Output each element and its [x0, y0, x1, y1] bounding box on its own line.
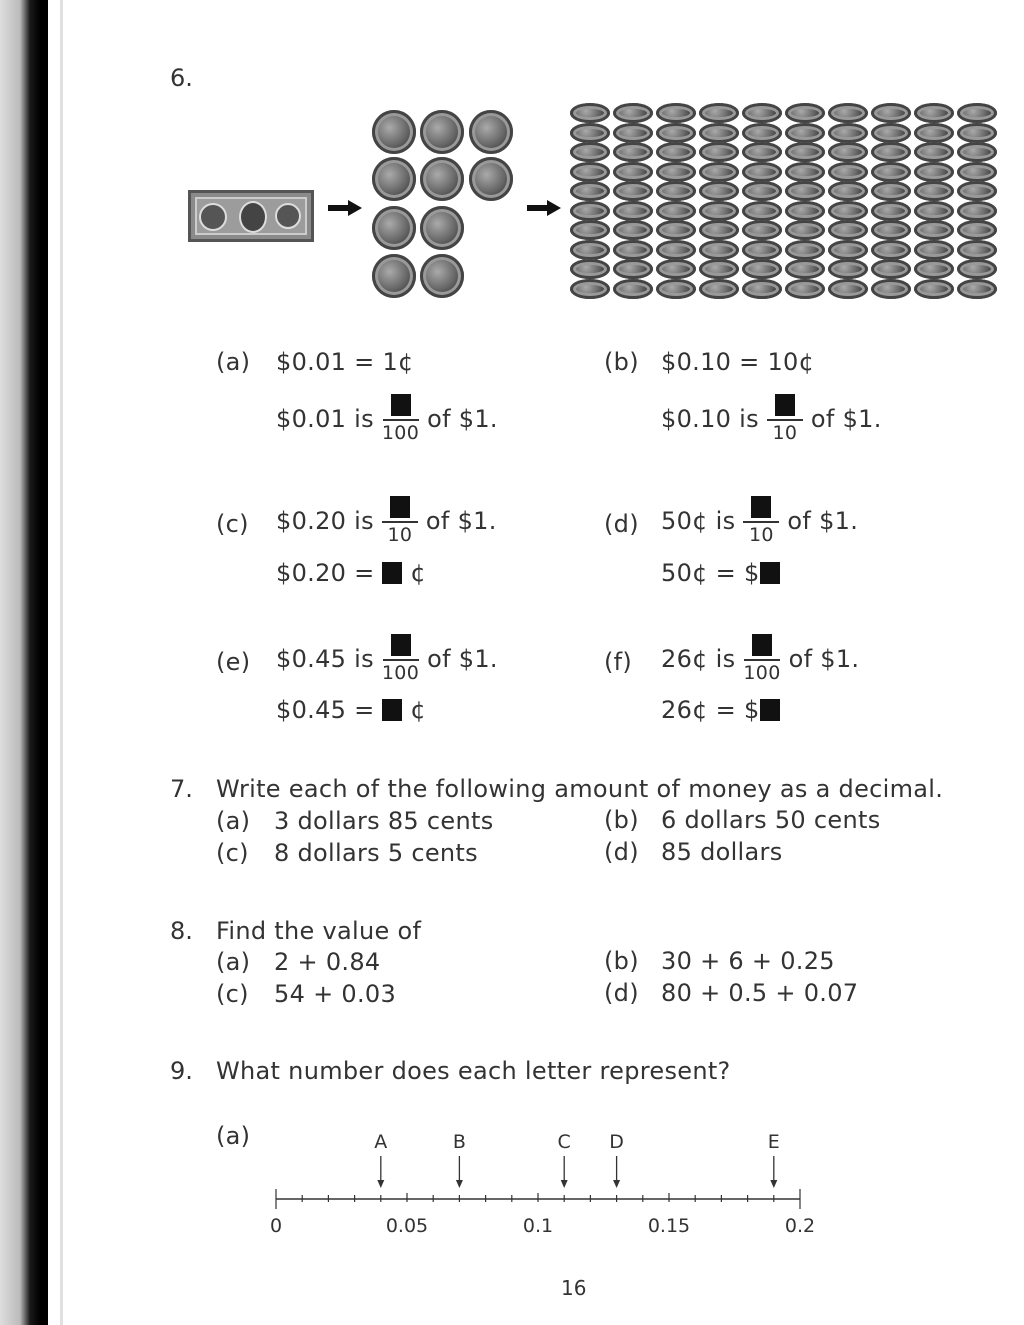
q6e-prefix: $0.45 is: [276, 644, 374, 673]
penny-coin-image: [828, 142, 868, 162]
q6a-label: (a): [216, 348, 251, 376]
penny-coin-image: [742, 201, 782, 221]
q6f-line2: [661, 696, 780, 724]
q6a-fraction-line: [276, 394, 498, 443]
penny-coin-image: [699, 103, 739, 123]
question-9-prompt: What number does each letter represent?: [216, 1057, 731, 1085]
q6b-suffix: of $1.: [810, 404, 882, 433]
penny-coin-image: [871, 279, 911, 299]
q6d-suffix: of $1.: [787, 506, 859, 535]
q6c-denominator: 10: [387, 524, 413, 546]
q6c-line2: [276, 559, 426, 587]
penny-coin-image: [742, 181, 782, 201]
penny-coin-image: [742, 162, 782, 182]
q6d-fraction: [743, 496, 779, 545]
penny-coin-image: [957, 220, 997, 240]
q6b-label: (b): [604, 348, 639, 376]
penny-coin-image: [656, 103, 696, 123]
q8c-text: 54 + 0.03: [274, 980, 397, 1008]
page-number: 16: [561, 1276, 587, 1300]
q6d-label: (d): [604, 510, 639, 538]
penny-coin-image: [871, 220, 911, 240]
q6b-prefix: $0.10 is: [661, 404, 759, 433]
marker-letter-a: A: [374, 1131, 388, 1153]
penny-coin-image: [699, 259, 739, 279]
penny-coin-image: [871, 259, 911, 279]
marker-letter-b: B: [452, 1131, 466, 1153]
penny-coin-image: [871, 162, 911, 182]
penny-coin-image: [914, 220, 954, 240]
penny-coin-image: [742, 103, 782, 123]
penny-coin-image: [656, 142, 696, 162]
penny-coin-image: [742, 142, 782, 162]
penny-coin-image: [957, 162, 997, 182]
q7b-text: 6 dollars 50 cents: [661, 806, 881, 834]
dime-coin-image: [420, 110, 464, 154]
q6c-suffix: of $1.: [425, 506, 497, 535]
penny-coin-image: [613, 123, 653, 143]
penny-coin-image: [785, 220, 825, 240]
penny-coin-image: [613, 279, 653, 299]
dime-coin-image: [469, 110, 513, 154]
dollar-bill-image: [188, 190, 314, 242]
penny-coin-image: [656, 220, 696, 240]
penny-coin-image: [957, 103, 997, 123]
penny-coin-image: [957, 259, 997, 279]
number-line: [250, 1120, 830, 1245]
tick-label: 0.1: [522, 1215, 554, 1237]
tick-label: 0.05: [385, 1215, 429, 1237]
penny-coin-image: [828, 259, 868, 279]
penny-coin-image: [785, 162, 825, 182]
q6e-unit: ¢: [410, 696, 426, 724]
penny-coin-image: [699, 162, 739, 182]
penny-coin-image: [613, 142, 653, 162]
q6f-prefix: 26¢ is: [661, 644, 736, 673]
q6e-label: (e): [216, 648, 251, 676]
q6b-denominator: 10: [772, 422, 798, 444]
answer-box: [391, 634, 411, 656]
dime-coin-image: [420, 157, 464, 201]
penny-coin-image: [828, 240, 868, 260]
q6c-unit: ¢: [410, 559, 426, 587]
question-8-number: 8.: [170, 917, 193, 945]
q6c-fraction-line: [276, 496, 497, 545]
penny-coin-image: [613, 162, 653, 182]
q6f-label: (f): [604, 648, 633, 676]
penny-coin-image: [570, 103, 610, 123]
penny-coin-image: [785, 142, 825, 162]
q6e-denominator: 100: [381, 662, 420, 684]
penny-coin-image: [570, 259, 610, 279]
page-edge-line: [60, 0, 63, 1325]
marker-letter-e: E: [767, 1131, 780, 1153]
penny-coin-image: [656, 259, 696, 279]
penny-coin-image: [570, 162, 610, 182]
q6d-fraction-line: [661, 496, 858, 545]
dime-coin-image: [372, 110, 416, 154]
q7d-text: 85 dollars: [661, 838, 783, 866]
penny-coin-image: [699, 240, 739, 260]
penny-coin-image: [656, 279, 696, 299]
q6a-line1: $0.01 = 1¢: [276, 348, 414, 376]
penny-coin-image: [699, 220, 739, 240]
arrow-down-icon: [561, 1180, 568, 1188]
penny-coin-image: [828, 201, 868, 221]
penny-coin-image: [613, 259, 653, 279]
penny-coin-image: [957, 240, 997, 260]
tick-label: 0: [269, 1215, 283, 1237]
answer-box: [760, 699, 780, 721]
penny-coin-image: [957, 279, 997, 299]
penny-coin-image: [742, 279, 782, 299]
answer-box: [752, 634, 772, 656]
q6a-suffix: of $1.: [427, 404, 498, 433]
penny-coin-image: [699, 181, 739, 201]
arrow-down-icon: [377, 1180, 384, 1188]
penny-coin-image: [828, 181, 868, 201]
penny-coin-image: [699, 201, 739, 221]
penny-coin-image: [785, 240, 825, 260]
penny-coin-image: [957, 181, 997, 201]
q6f-fraction-line: [661, 634, 859, 683]
penny-coin-image: [957, 201, 997, 221]
penny-coin-image: [828, 279, 868, 299]
q6e-line2: [276, 696, 426, 724]
penny-coin-image: [871, 103, 911, 123]
penny-coin-image: [828, 123, 868, 143]
q6d-line2-text: 50¢ = $: [661, 559, 760, 587]
q6c-prefix: $0.20 is: [276, 506, 374, 535]
q8d-text: 80 + 0.5 + 0.07: [661, 979, 859, 1007]
penny-coin-image: [699, 123, 739, 143]
penny-coin-image: [656, 201, 696, 221]
q6c-fraction: [382, 496, 418, 545]
q8a-text: 2 + 0.84: [274, 948, 381, 976]
penny-coin-image: [785, 279, 825, 299]
penny-coin-image: [613, 201, 653, 221]
penny-coin-image: [656, 123, 696, 143]
penny-coin-image: [742, 123, 782, 143]
arrow-down-icon: [456, 1180, 463, 1188]
penny-coin-image: [656, 181, 696, 201]
tick-label: 0.2: [784, 1215, 816, 1237]
answer-box: [391, 394, 411, 416]
q7c-text: 8 dollars 5 cents: [274, 839, 478, 867]
answer-box: [390, 496, 410, 518]
penny-coin-image: [570, 201, 610, 221]
penny-coin-image: [613, 240, 653, 260]
penny-coin-image: [699, 142, 739, 162]
penny-coin-image: [914, 142, 954, 162]
q7a-label: (a): [216, 807, 251, 835]
penny-coin-image: [570, 279, 610, 299]
book-spine-shadow: [0, 0, 48, 1325]
penny-coin-image: [871, 181, 911, 201]
question-9-number: 9.: [170, 1057, 193, 1085]
marker-letter-d: D: [609, 1131, 624, 1153]
marker-letter-c: C: [557, 1131, 571, 1153]
penny-coin-image: [957, 123, 997, 143]
dime-coin-image: [372, 254, 416, 298]
penny-coin-image: [828, 220, 868, 240]
penny-coin-image: [570, 181, 610, 201]
q6b-fraction: [767, 394, 803, 443]
tick-label: 0.15: [647, 1215, 691, 1237]
q7c-label: (c): [216, 839, 249, 867]
penny-coin-image: [742, 259, 782, 279]
penny-coin-image: [785, 259, 825, 279]
q6c-label: (c): [216, 510, 249, 538]
penny-coin-image: [699, 279, 739, 299]
penny-coin-image: [742, 240, 782, 260]
penny-coin-image: [957, 142, 997, 162]
q6e-line2-text: $0.45 =: [276, 696, 375, 724]
penny-coin-image: [914, 279, 954, 299]
penny-coin-image: [914, 162, 954, 182]
penny-coin-image: [914, 201, 954, 221]
penny-coin-image: [871, 123, 911, 143]
q6b-line1: $0.10 = 10¢: [661, 348, 815, 376]
question-7-prompt: Write each of the following amount of money as a decimal.: [216, 775, 944, 803]
answer-box: [382, 699, 402, 721]
penny-coin-image: [914, 240, 954, 260]
penny-coin-image: [656, 162, 696, 182]
q6f-suffix: of $1.: [788, 644, 860, 673]
dime-coin-image: [372, 206, 416, 250]
penny-coin-image: [570, 142, 610, 162]
q6d-line2: [661, 559, 780, 587]
q7a-text: 3 dollars 85 cents: [274, 807, 494, 835]
q7d-label: (d): [604, 838, 639, 866]
penny-coin-image: [871, 142, 911, 162]
question-8-prompt: Find the value of: [216, 917, 422, 945]
q8d-label: (d): [604, 979, 639, 1007]
arrow-down-icon: [613, 1180, 620, 1188]
penny-coin-image: [570, 220, 610, 240]
q6d-prefix: 50¢ is: [661, 506, 736, 535]
question-6-number: 6.: [170, 64, 193, 92]
q8b-text: 30 + 6 + 0.25: [661, 947, 835, 975]
q6d-denominator: 10: [749, 524, 774, 546]
penny-coin-image: [914, 103, 954, 123]
q6b-fraction-line: [661, 394, 882, 443]
penny-coin-image: [570, 123, 610, 143]
q6a-fraction: [382, 394, 419, 443]
q6f-denominator: 100: [743, 662, 781, 684]
q6e-fraction-line: [276, 634, 498, 683]
dime-coin-image: [372, 157, 416, 201]
penny-coin-image: [828, 162, 868, 182]
penny-coin-image: [914, 259, 954, 279]
q8a-label: (a): [216, 948, 251, 976]
q6c-line2-text: $0.20 =: [276, 559, 375, 587]
q6a-denominator: 100: [381, 422, 420, 444]
q9a-label: (a): [216, 1122, 251, 1150]
arrow-right-icon: [527, 200, 561, 216]
penny-coin-image: [742, 220, 782, 240]
penny-coin-image: [613, 220, 653, 240]
dime-coin-image: [420, 206, 464, 250]
penny-coin-image: [785, 181, 825, 201]
q8c-label: (c): [216, 980, 249, 1008]
penny-coin-image: [785, 103, 825, 123]
penny-coin-image: [656, 240, 696, 260]
arrow-down-icon: [770, 1180, 777, 1188]
q8b-label: (b): [604, 947, 639, 975]
penny-coin-image: [570, 240, 610, 260]
q6a-prefix: $0.01 is: [276, 404, 374, 433]
penny-coin-image: [871, 201, 911, 221]
penny-coin-image: [871, 240, 911, 260]
answer-box: [751, 496, 771, 518]
q6f-fraction: [743, 634, 780, 683]
penny-coin-image: [828, 103, 868, 123]
penny-coin-image: [613, 103, 653, 123]
penny-coin-image: [785, 123, 825, 143]
penny-coin-image: [613, 181, 653, 201]
penny-coin-image: [914, 181, 954, 201]
dime-coin-image: [469, 157, 513, 201]
dime-coin-image: [420, 254, 464, 298]
q6e-fraction: [382, 634, 419, 683]
penny-coin-image: [785, 201, 825, 221]
q6f-line2-text: 26¢ = $: [661, 696, 760, 724]
q7b-label: (b): [604, 806, 639, 834]
answer-box: [760, 562, 780, 584]
answer-box: [382, 562, 402, 584]
arrow-right-icon: [328, 200, 362, 216]
penny-coin-image: [914, 123, 954, 143]
question-7-number: 7.: [170, 775, 193, 803]
q6e-suffix: of $1.: [427, 644, 498, 673]
answer-box: [775, 394, 795, 416]
